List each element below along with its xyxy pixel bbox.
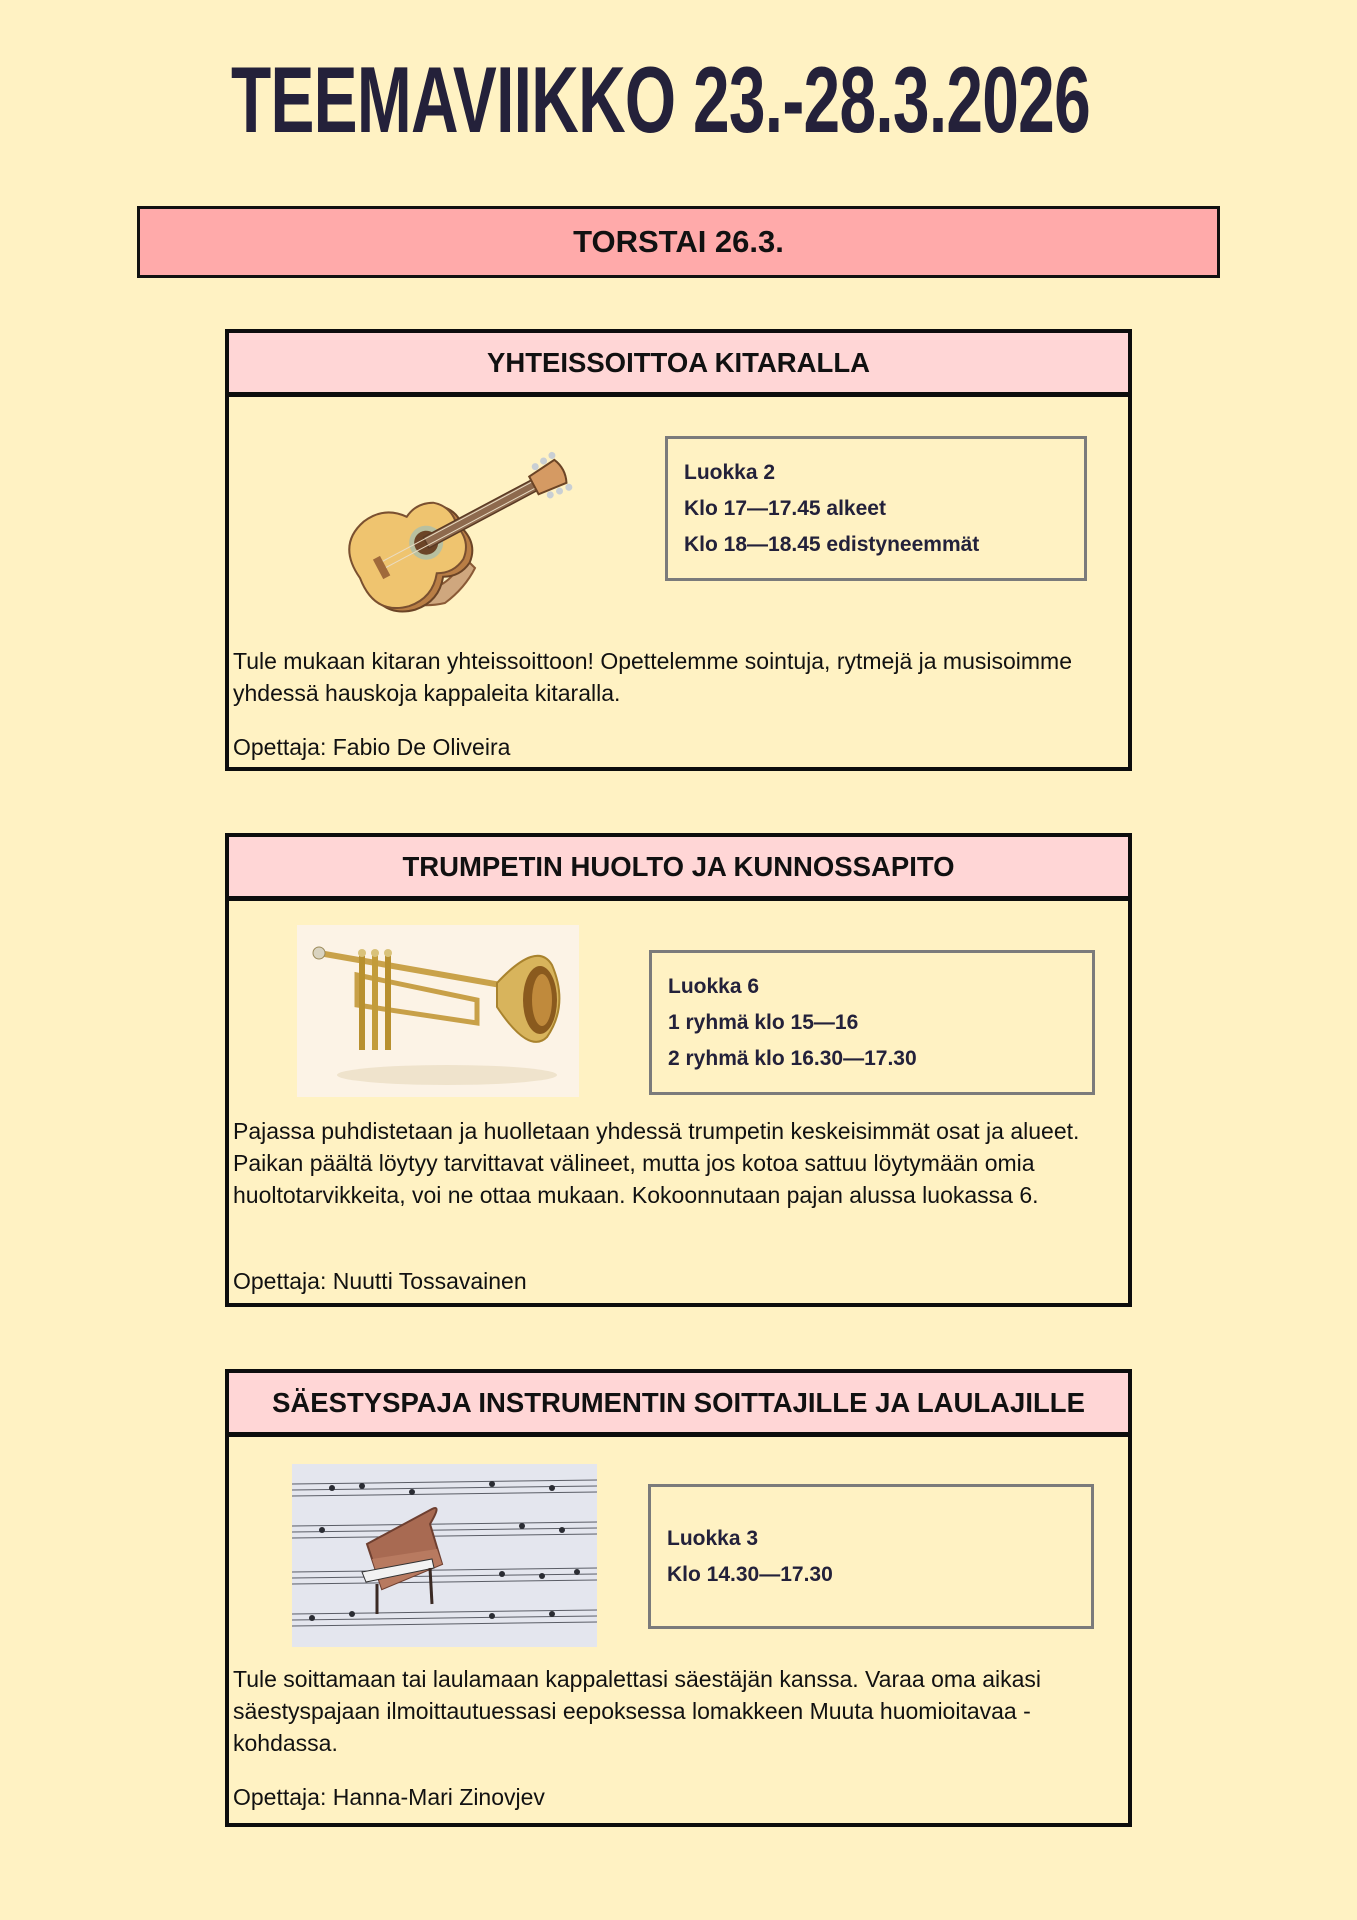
info-line: Luokka 6 [668, 974, 760, 998]
workshop-card-trumpet [225, 833, 1132, 1307]
workshop-title: TRUMPETIN HUOLTO JA KUNNOSSAPITO [402, 850, 955, 882]
workshop-card-accompaniment [225, 1369, 1132, 1827]
info-line: 2 ryhmä klo 16.30—17.30 [668, 1046, 917, 1070]
workshop-teacher: Opettaja: Fabio De Oliveira [233, 734, 511, 760]
trumpet-photo [297, 925, 579, 1097]
info-line: Luokka 3 [667, 1526, 759, 1550]
workshop-info-box [649, 950, 1095, 1095]
workshop-title: YHTEISSOITTOA KITARALLA [487, 346, 870, 378]
workshop-header [229, 837, 1128, 901]
info-line: Klo 18—18.45 edistyneemmät [684, 532, 980, 556]
info-line: Klo 17—17.45 alkeet [684, 496, 886, 520]
guitar-illustration [325, 428, 585, 618]
page-title: TEEMAVIIKKO 23.-28.3.2026 [231, 47, 1090, 152]
workshop-description: Tule soittamaan tai laulamaan kappalettasi säestäjän kanssa. Varaa oma aikasi säestyspajaan ilmoittautuessasi eepoksessa lomakkeen Muuta huomioitavaa -kohdassa. [233, 1666, 1042, 1756]
piano-on-sheet-music-photo [292, 1464, 597, 1647]
workshop-teacher: Opettaja: Hanna-Mari Zinovjev [233, 1784, 545, 1810]
workshop-description: Pajassa puhdistetaan ja huolletaan yhdessä trumpetin keskeisimmät osat ja alueet. Paikan päältä löytyy tarvittavat välineet, mutta jos kotoa sattuu löytymään omia huoltotarvikkeita, voi ne ottaa mukaan. Kokoonnutaan pajan alussa luokassa 6. [233, 1118, 1080, 1208]
info-line: Luokka 2 [684, 460, 776, 484]
info-line: 1 ryhmä klo 15—16 [668, 1010, 859, 1034]
day-label: TORSTAI 26.3. [573, 224, 784, 259]
day-banner [137, 206, 1220, 278]
workshop-description: Tule mukaan kitaran yhteissoittoon! Opettelemme sointuja, rytmejä ja musisoimme yhdessä hauskoja kappaleita kitaralla. [233, 648, 1072, 706]
workshop-card-guitar [225, 329, 1132, 771]
workshop-title: SÄESTYSPAJA INSTRUMENTIN SOITTAJILLE JA LAULAJILLE [272, 1386, 1085, 1418]
workshop-teacher: Opettaja: Nuutti Tossavainen [233, 1268, 527, 1294]
workshop-header [229, 333, 1128, 397]
workshop-info-box [665, 436, 1087, 581]
workshop-info-box [648, 1484, 1094, 1629]
info-line: Klo 14.30—17.30 [667, 1562, 833, 1586]
workshop-header [229, 1373, 1128, 1437]
